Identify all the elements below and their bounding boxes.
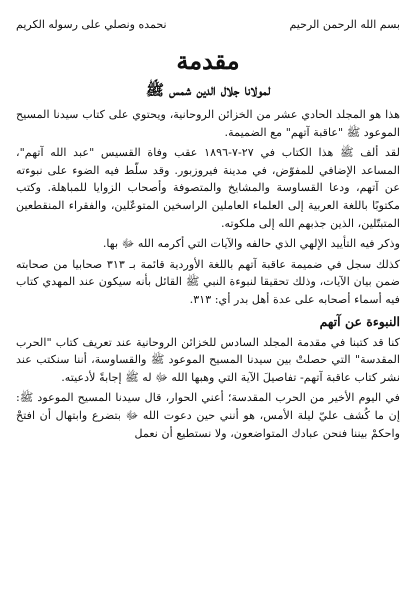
- section-heading: النبوءة عن آتهم: [319, 313, 400, 329]
- page-header: [16, 12, 400, 36]
- paragraph-3: وذكر فيه التأييد الإلهي الذي حالفه والآيات التي أكرمه الله ﷻ بها.: [102, 237, 400, 251]
- section-paragraph-1: كنا قد كتبنا في مقدمة المجلد السادس للخزائن الروحانية عند تعريف كتاب "الحرب المقدسة" التي حصلتْ بين سيدنا المسيح الموعود ﷺ والقساوسة، أننا سنكتب عند نشر كتاب عاقبة آتهم- تفاصيلَ الآية التي وهبها الله ﷻ له ﷺ إجابةً لأدعيته.: [16, 335, 400, 384]
- paragraph-1: هذا هو المجلد الحادي عشر من الخزائن الروحانية، ويحتوي على كتاب سيدنا المسيح الموعود ﷺ "عاقبة آتهم" مع الضميمة.: [16, 108, 400, 139]
- praise-text: نحمده ونصلي على رسوله الكريم: [16, 17, 167, 31]
- paragraph-4: كذلك سجل في ضميمة عاقبة آتهم باللغة الأوردية قائمة بـ ٣١٣ صحابيا من صحابته ضمن بيان الآيات، وذلك تحقيقا لنبوءة النبي ﷺ القائل بأنه سيكون عند المهدي كتاب فيه أسماء أصحابه على عدة أهل بدر أي: ٣١٣.: [16, 257, 400, 306]
- paragraph-2: لقد ألف ﷺ هذا الكتاب في ٢٧-٧-١٨٩٦ عقب وفاة القسيس "عبد الله آتهم"، المساعد الإضافي للمفوّض، في مدينة فيروزبور. وقد سلّط فيه الضوء على نبوءته عن آتهم، ودعا القساوسة والمشايخ والمتصوفة وأصحاب الزوايا للمباهلة. وكتب مكتوبًا باللغة العربية إلى العلماء العاملين الراسخين المتوعّلين، والفقراء المنقطعين المتبتّلين، الذين جذبهم الله إلى ملكوته.: [16, 146, 400, 230]
- page-subtitle: لمولانا جلال الدين شمس ﷺ: [145, 81, 271, 99]
- section-paragraph-2: في اليوم الأخير من الحرب المقدسة؛ أعني الحوار، قال سيدنا المسيح الموعود ﷺ: إن ما كُشف عليّ ليلة الأمس، هو أنني حين دعوت الله ﷻ بتضرع وابتهال أن افتحْ واحكمْ بيننا فنحن عبادك المتواضعون، ولا نستطيع أن نعمل: [16, 391, 400, 440]
- basmala-text: بسم الله الرحمن الرحيم: [289, 17, 400, 31]
- page-title: مقدمة: [176, 46, 240, 75]
